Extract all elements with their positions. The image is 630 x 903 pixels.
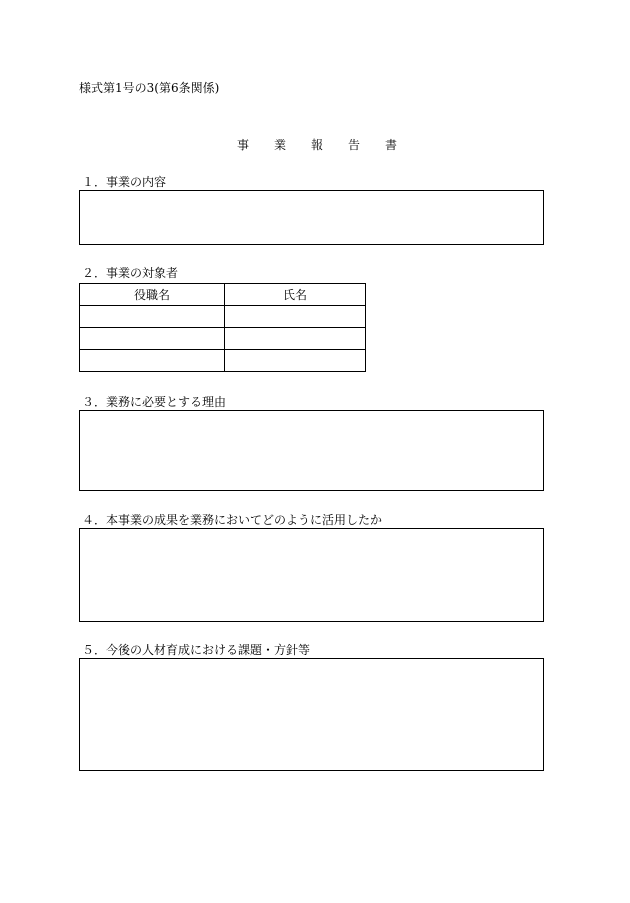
section-heading-reason-needed: ３．業務に必要とする理由 [82,395,227,409]
form-number: 様式第1号の3(第6条関係) [79,81,220,95]
section-heading-results-usage: ４．本事業の成果を業務においてどのように活用したか [82,513,383,527]
target-persons-table [79,283,366,372]
table-row [80,306,366,328]
title-char: 報 [310,138,323,152]
results-usage-box[interactable] [79,528,544,622]
position-column-header: 役職名 [80,284,225,306]
document-title [237,136,397,154]
name-column-header: 氏名 [225,284,366,306]
name-cell[interactable] [225,306,366,328]
future-issues-box[interactable] [79,658,544,771]
position-cell[interactable] [80,350,225,372]
position-cell[interactable] [80,328,225,350]
table-row [80,350,366,372]
table-header-row [80,284,366,306]
position-cell[interactable] [80,306,225,328]
section-heading-target-persons: ２．事業の対象者 [82,266,179,280]
name-cell[interactable] [225,350,366,372]
business-content-box[interactable] [79,190,544,245]
name-cell[interactable] [225,328,366,350]
title-char: 業 [273,138,286,152]
table-row [80,328,366,350]
section-heading-business-content: １．事業の内容 [82,175,167,189]
title-char: 告 [347,138,360,152]
reason-needed-box[interactable] [79,410,544,491]
section-heading-future-issues: ５．今後の人材育成における課題・方針等 [82,643,311,657]
title-char: 書 [384,138,397,152]
title-char: 事 [237,138,250,152]
